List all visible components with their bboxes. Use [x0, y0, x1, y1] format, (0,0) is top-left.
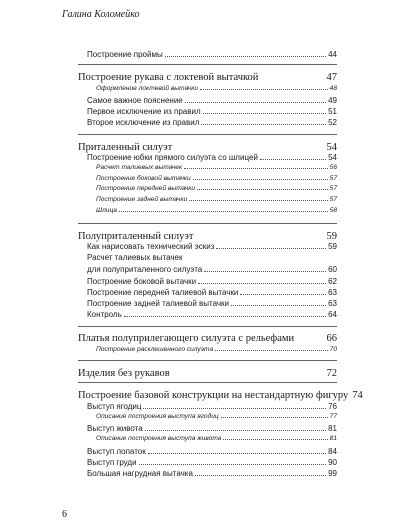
toc-entry[interactable] [87, 107, 337, 116]
dot-leader [165, 55, 326, 57]
toc-entry-page: 54 [326, 142, 337, 153]
toc-entry-title: Построение расклешенного силуэта [96, 346, 214, 353]
toc-entry-title: Построение задней вытачки [96, 196, 188, 203]
toc-entry[interactable] [87, 469, 337, 478]
toc-entry-page: 58 [329, 207, 337, 214]
toc-entry-title: Выступ лопаток [87, 447, 146, 456]
toc-entry[interactable] [87, 310, 337, 319]
toc-entry-page: 59 [326, 231, 337, 242]
toc-entry-page: 81 [328, 424, 337, 433]
toc-entry-page: 77 [329, 413, 337, 420]
dot-leader [296, 341, 324, 342]
toc-entry-title: Как нарисовать технический эскиз [87, 242, 215, 251]
toc-entry-title: Выступ живота [87, 424, 143, 433]
toc-entry[interactable] [96, 196, 337, 203]
toc-entry-page: 72 [326, 368, 337, 379]
dot-leader [124, 315, 326, 317]
toc-entry[interactable] [96, 85, 337, 92]
toc-entry[interactable] [96, 346, 337, 353]
toc-chapter[interactable] [78, 231, 337, 242]
toc-entry-page: 57 [329, 175, 337, 182]
toc-entry-page: 64 [328, 310, 337, 319]
toc-entry-title: Контроль [87, 310, 122, 319]
toc-entry[interactable] [87, 50, 337, 59]
toc-entry-page: 59 [328, 242, 337, 251]
toc-entry[interactable] [96, 435, 337, 442]
dot-leader [139, 463, 327, 465]
toc-entry-page: 52 [328, 118, 337, 127]
toc-chapter[interactable] [78, 142, 337, 153]
dot-leader [143, 407, 326, 409]
dot-leader [204, 270, 326, 272]
toc-entry-page: 63 [328, 288, 337, 297]
dot-leader [223, 438, 327, 440]
section-divider [78, 223, 337, 224]
toc-entry-page: 84 [328, 447, 337, 456]
dot-leader [215, 349, 328, 351]
toc-entry-title: Построение задней талиевой вытачки [87, 299, 230, 308]
toc-entry-title: Большая нагрудная вытачка [87, 469, 193, 478]
toc-entry-title: для полуприталенного силуэта [87, 265, 203, 274]
dot-leader [240, 293, 326, 295]
toc-entry-page: 57 [329, 185, 337, 192]
toc-entry-page: 66 [326, 333, 337, 344]
toc-entry-page: 74 [352, 390, 363, 401]
dot-leader [174, 150, 324, 151]
toc-entry-title: Построение базовой конструкции на нестандартную фигуру [78, 390, 349, 401]
page-number: 6 [62, 509, 67, 520]
dot-leader [197, 188, 328, 190]
toc-entry-page: 57 [329, 196, 337, 203]
dot-leader [231, 304, 326, 306]
section-divider [78, 64, 337, 65]
dot-leader [119, 210, 328, 212]
toc-entry-title: Описание построения выступа живота [96, 435, 222, 442]
toc-entry-title: Расчет талиевых вытачек [87, 253, 183, 262]
dot-leader [195, 239, 324, 240]
toc-entry[interactable] [87, 288, 337, 297]
toc-entry-page: 90 [328, 458, 337, 467]
toc-entry-page: 56 [329, 164, 337, 171]
toc-entry-title: Построение юбки прямого силуэта со шлицей [87, 153, 258, 162]
toc-entry[interactable] [87, 424, 337, 433]
toc-entry[interactable] [96, 207, 337, 214]
section-divider [78, 382, 337, 383]
toc-entry[interactable] [96, 175, 337, 182]
dot-leader [200, 88, 328, 90]
dot-leader [203, 112, 326, 114]
toc-entry-title: Построение рукава с локтевой вытачкой [78, 72, 259, 83]
toc-entry[interactable] [87, 458, 337, 467]
toc-entry[interactable] [96, 164, 337, 171]
dot-leader [216, 247, 326, 249]
toc-entry[interactable] [87, 118, 337, 127]
dot-leader [189, 199, 327, 201]
toc-entry-title: Выступ груди [87, 458, 137, 467]
toc-entry[interactable] [96, 185, 337, 192]
dot-leader [201, 123, 326, 125]
toc-entry-title: Описание построения выступа ягодиц [96, 413, 219, 420]
section-divider [78, 360, 337, 361]
toc-entry-title: Приталенный силуэт [78, 142, 173, 153]
toc-entry[interactable] [96, 413, 337, 420]
toc-chapter[interactable] [78, 368, 337, 379]
dot-leader [193, 178, 328, 180]
running-header-author: Галина Коломейко [62, 9, 140, 20]
toc-entry-page: 70 [329, 346, 337, 353]
toc-entry[interactable] [87, 153, 337, 162]
toc-entry-page: 51 [328, 107, 337, 116]
toc-entry-title: Построение передней талиевой вытачки [87, 288, 239, 297]
toc-entry-page: 44 [328, 50, 337, 59]
dot-leader [221, 416, 328, 418]
toc-chapter[interactable] [78, 390, 363, 401]
toc-entry[interactable] [87, 299, 337, 308]
toc-entry-title: Шлица [96, 207, 117, 214]
dot-leader [184, 259, 335, 260]
toc-entry[interactable] [87, 277, 337, 286]
toc-entry-page: 76 [328, 402, 337, 411]
toc-entry-title: Изделия без рукавов [78, 368, 170, 379]
toc-chapter[interactable] [78, 333, 337, 344]
toc-entry[interactable] [87, 253, 337, 262]
dot-leader [260, 158, 326, 160]
section-divider [78, 326, 337, 327]
toc-entry-title: Первое исключение из правил [87, 107, 201, 116]
toc-entry-title: Выступ ягодиц [87, 402, 142, 411]
toc-entry-title: Самое важное пояснение [87, 96, 183, 105]
toc-entry-page: 62 [328, 277, 337, 286]
toc-entry-title: Построение передней вытачки [96, 185, 196, 192]
dot-leader [184, 167, 328, 169]
toc-entry-page: 99 [328, 469, 337, 478]
toc-entry[interactable] [87, 265, 337, 274]
toc-entry-page: 60 [328, 265, 337, 274]
toc-entry-title: Платья полуприлегающего силуэта с рельефами [78, 333, 295, 344]
toc-entry-title: Построение боковой вытачки [96, 175, 191, 182]
toc-entry-page: 49 [328, 96, 337, 105]
toc-chapter[interactable] [78, 72, 337, 83]
toc-entry-page: 54 [328, 153, 337, 162]
toc-entry[interactable] [87, 447, 337, 456]
toc-entry-title: Полуприталенный силуэт [78, 231, 194, 242]
toc-entry[interactable] [87, 242, 337, 251]
toc-entry-title: Построение проймы [87, 50, 163, 59]
dot-leader [260, 80, 324, 81]
toc-entry-page: 81 [329, 435, 337, 442]
toc-entry[interactable] [87, 96, 337, 105]
dot-leader [148, 452, 326, 454]
toc-entry-title: Второе исключение из правил [87, 118, 200, 127]
toc-entry-title: Расчет талиевых вытачек [96, 164, 183, 171]
dot-leader [195, 474, 326, 476]
section-divider [78, 134, 337, 135]
dot-leader [172, 376, 325, 377]
toc-entry-title: Оформление локтевой вытачки [96, 85, 198, 92]
dot-leader [198, 282, 326, 284]
dot-leader [145, 429, 326, 431]
toc-entry-title: Построение боковой вытачки [87, 277, 197, 286]
dot-leader [185, 101, 326, 103]
toc-entry-page: 48 [329, 85, 337, 92]
toc-entry-page: 63 [328, 299, 337, 308]
toc-entry-page: 47 [326, 72, 337, 83]
toc-entry[interactable] [87, 402, 337, 411]
